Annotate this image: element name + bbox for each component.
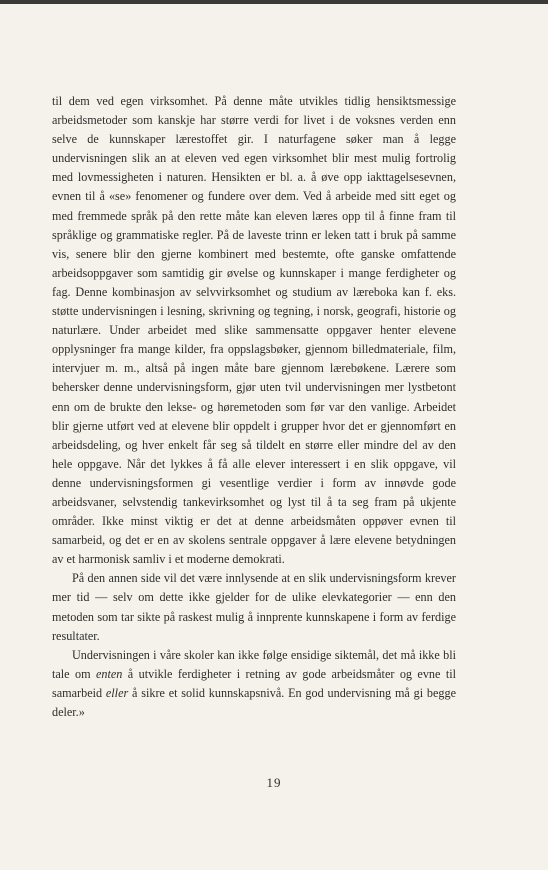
paragraph-3-emphasis-enten: enten bbox=[95, 666, 123, 681]
paragraph-2 bbox=[52, 569, 456, 645]
paragraph-3-emphasis-eller: eller bbox=[105, 685, 129, 700]
paragraph-3-text-c: å sikre et solid kunnskapsnivå. En god undervisning må gi begge deler.» bbox=[52, 685, 456, 719]
paragraph-3 bbox=[52, 646, 456, 722]
paragraph-2-text: På den annen side vil det være innlysende at en slik undervisningsform krever mer tid — selv om dette ikke gjelder for de ulike elevkategorier — enn den metoden som tar sikte på raskest mulig å innprente kunnskapene i form av ferdige resultater. bbox=[52, 571, 456, 643]
paragraph-1 bbox=[52, 92, 456, 569]
page-number: 19 bbox=[266, 775, 282, 790]
paragraph-1-text: til dem ved egen virksomhet. På denne måte utvikles tidlig hensiktsmessige arbeidsmetoder som kanskje har større verdi for livet i de voksnes verden enn selve de kunnskaper lærestoffet gir. I naturfagene søker man å legge undervisningen slik an at eleven ved egen virksomhet blir mest mulig fortrolig med lovmessigheten i naturen. Hensikten er bl. a. å øve opp iakttagelsesevnen, evnen til å «se» fenomener og fundere over dem. Ved å arbeide med sitt eget og med fremmede språk på den rette måte kan eleven læres opp til å finne fram til språklige og grammatiske regler. På de laveste trinn er leken tatt i bruk på samme vis, senere blir den gjerne kombinert med bestemte, ofte ganske omfattende arbeidsoppgaver som samtidig gir øvelse og kunnskaper i mange ferdigheter og fag. Denne kombinasjon av selvvirksomhet og studium av læreboka kan f. eks. støtte undervisningen i lesning, skrivning og tegning, i norsk, geografi, historie og naturlære. Under arbeidet med slike sammensatte oppgaver henter elevene opplysninger fra mange kilder, fra oppslagsbøker, gjennom billedmateriale, film, intervjuer m. m., altså på ingen måte bare gjennom lærebøkene. Lærere som behersker denne undervisningsform, gjør uten tvil undervisningen mer lystbetont enn om de brukte den lekse- og høremetoden som før var den vanlige. Arbeidet blir gjerne utført ved at elevene blir oppdelt i grupper hvor det er gjennomført en arbeidsdeling, og hver enkelt får seg så tildelt en større eller mindre del av den hele oppgave. Når det lykkes å få alle elever interessert i en slik oppgave, vil denne undervisningsformen gi vesentlige verdier i form av innøvde gode arbeidsvaner, selvstendig tankevirksomhet og lyst til å ta seg fram på ukjente områder. Ikke minst viktig er det at denne arbeidsmåten oppøver evnen til samarbeid, og det er en av skolens sentrale oppgaver å lære elevene betydningen av et harmonisk samliv i et moderne demokrati. bbox=[52, 94, 456, 567]
paragraph-3-text-b: å utvikle ferdigheter i retning av gode arbeidsmåter og evne til samarbeid bbox=[52, 666, 456, 700]
body-text bbox=[52, 92, 456, 722]
paragraph-3-text-a: Undervisningen i våre skoler kan ikke følge ensidige siktemål, det må ikke bli tale om bbox=[52, 647, 456, 681]
page-top-edge bbox=[0, 0, 548, 4]
